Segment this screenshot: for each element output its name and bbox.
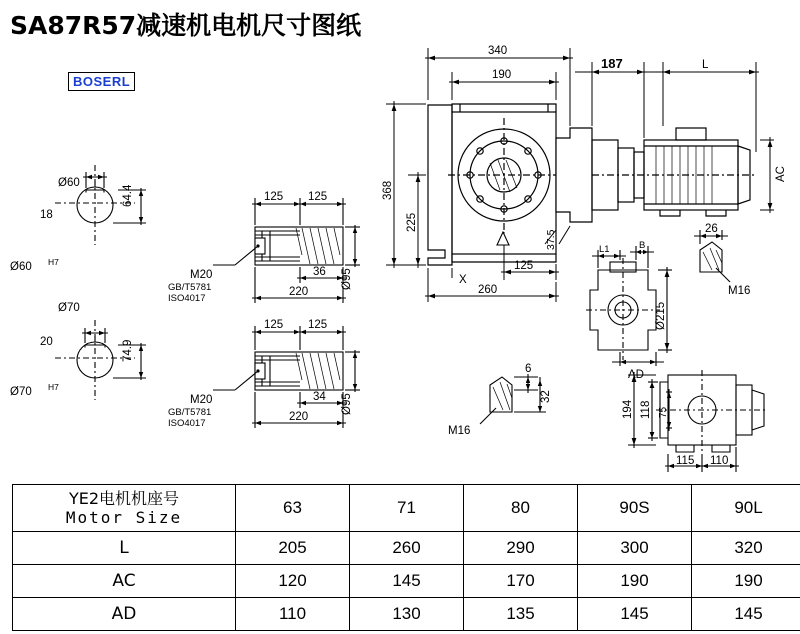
label-225: 225	[406, 212, 418, 232]
label-L: L	[702, 59, 709, 71]
flange-view-bottom-right	[628, 370, 768, 472]
label-368: 368	[382, 180, 394, 200]
row-label-L: L	[13, 532, 236, 565]
label-hs1-dia95: Ø95	[341, 268, 353, 290]
label-hs1-125a: 125	[264, 191, 284, 203]
label-194: 194	[622, 399, 634, 419]
label-hs1-m20: M20	[190, 269, 213, 281]
label-125-bottom: 125	[514, 260, 534, 272]
cell-AC-71: 145	[350, 565, 464, 598]
label-dia215: Ø215	[655, 301, 667, 330]
label-187: 187	[601, 56, 623, 71]
label-m16-bottom: M16	[448, 425, 471, 437]
label-hs2-dia95: Ø95	[341, 393, 353, 415]
table-header-size-1: 71	[350, 485, 464, 532]
table-row	[13, 532, 800, 565]
table-header-row	[13, 485, 800, 532]
label-115: 115	[676, 455, 695, 467]
label-m16-right: M16	[728, 285, 751, 297]
table-header-label	[13, 485, 236, 532]
label-hs1-125b: 125	[308, 191, 328, 203]
table-header-size-0: 63	[236, 485, 350, 532]
cell-L-90L: 320	[692, 532, 800, 565]
label-hs2-std2: ISO4017	[168, 418, 206, 429]
label-64-4: 64.4	[122, 184, 134, 207]
label-hs1-std2: ISO4017	[168, 293, 206, 304]
label-75: 75	[658, 406, 669, 418]
label-110: 110	[710, 455, 729, 467]
label-hs2-125a: 125	[264, 319, 284, 331]
motor-size-table	[12, 484, 800, 631]
label-X: X	[459, 274, 467, 286]
cell-L-90S: 300	[578, 532, 692, 565]
label-hs2-125b: 125	[308, 319, 328, 331]
cell-AC-80: 170	[464, 565, 578, 598]
cell-AC-90S: 190	[578, 565, 692, 598]
label-118: 118	[640, 400, 652, 419]
label-hs1-220: 220	[289, 286, 309, 298]
cell-AD-63: 110	[236, 598, 350, 631]
label-bore60-fit: H7	[48, 257, 59, 267]
table-header-label-cn: YE2电机机座号	[68, 489, 180, 508]
cell-L-71: 260	[350, 532, 464, 565]
key-detail-m16-right	[694, 230, 730, 282]
gearbox-main-view	[428, 104, 756, 265]
label-AD: AD	[628, 369, 644, 381]
label-dia60-top: Ø60	[58, 177, 80, 189]
cell-AD-71: 130	[350, 598, 464, 631]
table-header-size-4: 90L	[692, 485, 800, 532]
cell-AC-90L: 190	[692, 565, 800, 598]
label-L1: L1	[599, 244, 610, 255]
label-hs2-std1: GB/T5781	[168, 407, 212, 418]
label-260: 260	[478, 284, 498, 296]
hollow-shaft-1	[213, 198, 360, 303]
label-37-5: 37.5	[545, 229, 557, 250]
label-340: 340	[488, 45, 508, 57]
section-x-detail	[497, 232, 509, 245]
key-detail-m16-bottom	[480, 374, 546, 424]
row-label-AD: AD	[13, 598, 236, 631]
cell-AC-63: 120	[236, 565, 350, 598]
label-key18: 18	[40, 209, 53, 221]
label-AC: AC	[775, 166, 787, 182]
cell-AD-90L: 145	[692, 598, 800, 631]
table-header-label-en: Motor Size	[65, 508, 183, 527]
table-row	[13, 598, 800, 631]
label-hs1-std1: GB/T5781	[168, 282, 212, 293]
label-B: B	[639, 240, 646, 251]
label-bore60: Ø60	[10, 261, 32, 273]
cell-L-80: 290	[464, 532, 578, 565]
table-header-size-2: 80	[464, 485, 578, 532]
label-bore70-fit: H7	[48, 382, 59, 392]
hollow-shaft-2	[213, 326, 360, 428]
row-label-AC: AC	[13, 565, 236, 598]
cell-AD-80: 135	[464, 598, 578, 631]
label-hs1-36: 36	[313, 266, 326, 278]
label-6: 6	[525, 363, 532, 375]
table-header-size-3: 90S	[578, 485, 692, 532]
brand-logo: BOSERL	[68, 72, 135, 91]
label-26: 26	[705, 223, 718, 235]
label-hs2-m20: M20	[190, 394, 213, 406]
label-190: 190	[492, 69, 512, 81]
label-dia70-top: Ø70	[58, 302, 80, 314]
label-32: 32	[540, 390, 552, 403]
page-title: SA87R57减速机电机尺寸图纸	[10, 11, 362, 40]
label-key20: 20	[40, 336, 53, 348]
label-bore70: Ø70	[10, 386, 32, 398]
label-hs2-220: 220	[289, 411, 309, 423]
cell-L-63: 205	[236, 532, 350, 565]
label-hs2-34: 34	[313, 391, 326, 403]
label-74-9: 74.9	[122, 339, 134, 362]
table-row	[13, 565, 800, 598]
cell-AD-90S: 145	[578, 598, 692, 631]
